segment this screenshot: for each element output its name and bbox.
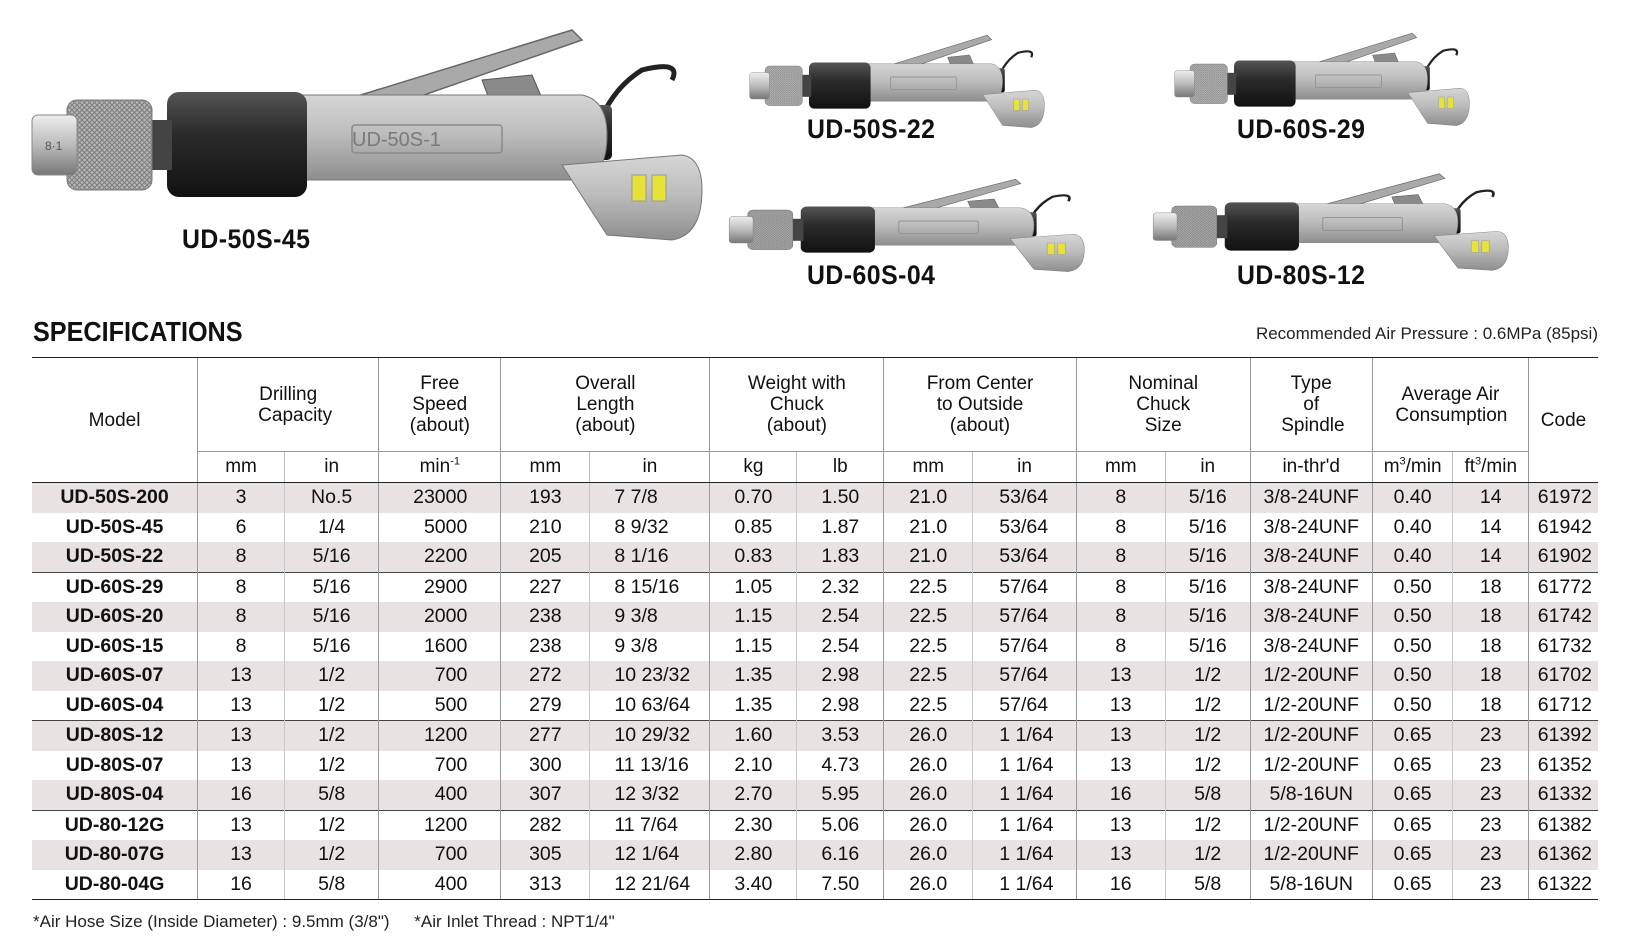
caption-ud-60s-29: UD-60S-29 [1237,114,1366,144]
table-cell: 23000 [379,483,501,513]
table-cell: 5/16 [285,632,379,662]
table-cell: 0.65 [1372,810,1453,840]
table-cell: 2.70 [710,780,797,810]
code-cell: 61352 [1529,751,1598,781]
caption-ud-50s-45: UD-50S-45 [182,224,311,254]
table-cell: 5/16 [285,542,379,572]
table-row [32,542,1598,572]
table-cell: 12 21/64 [590,870,710,900]
table-cell: 14 [1453,483,1529,513]
table-cell: 1/2 [285,840,379,870]
table-cell: 700 [379,751,501,781]
table-cell: 13 [1076,721,1165,751]
table-cell: 0.50 [1372,661,1453,691]
table-cell: 23 [1453,870,1529,900]
unit-drill-in: in [285,452,379,483]
table-cell: 1 1/64 [973,780,1077,810]
unit-chuck-in: in [1165,452,1250,483]
unit-len-mm: mm [501,452,590,483]
table-cell: 0.50 [1372,632,1453,662]
code-cell: 61712 [1529,691,1598,721]
table-cell: 0.40 [1372,483,1453,513]
table-cell: 21.0 [884,542,973,572]
table-cell: 13 [198,691,285,721]
caption-ud-60s-04: UD-60S-04 [807,260,936,290]
table-cell: 8 [198,632,285,662]
table-cell: 3/8-24UNF [1250,483,1372,513]
table-cell: 210 [501,513,590,543]
unit-ctr-mm: mm [884,452,973,483]
model-cell: UD-60S-07 [32,661,198,691]
unit-spindle: in-thr'd [1250,452,1372,483]
table-cell: 16 [1076,780,1165,810]
table-cell: 1 1/64 [973,721,1077,751]
table-cell: 3/8-24UNF [1250,602,1372,632]
table-cell: 57/64 [973,632,1077,662]
table-cell: 23 [1453,810,1529,840]
table-cell: 8 [1076,483,1165,513]
table-cell: 1.05 [710,572,797,602]
model-cell: UD-80S-04 [32,780,198,810]
table-cell: 0.65 [1372,751,1453,781]
table-cell: 0.65 [1372,721,1453,751]
header-air-consumption: Average Air Consumption [1372,358,1528,452]
unit-wt-kg: kg [710,452,797,483]
table-cell: 26.0 [884,721,973,751]
table-cell: 2.10 [710,751,797,781]
table-cell: 3.40 [710,870,797,900]
table-row [32,483,1598,513]
table-cell: 0.65 [1372,840,1453,870]
table-cell: 57/64 [973,602,1077,632]
code-cell: 61322 [1529,870,1598,900]
table-cell: 193 [501,483,590,513]
table-cell: 5/8 [285,870,379,900]
table-cell: 1/2-20UNF [1250,751,1372,781]
table-cell: 307 [501,780,590,810]
table-cell: 23 [1453,721,1529,751]
model-cell: UD-60S-20 [32,602,198,632]
table-cell: 8 [198,542,285,572]
table-cell: 13 [1076,661,1165,691]
table-cell: 5/8 [285,780,379,810]
table-cell: 282 [501,810,590,840]
table-cell: 1.83 [797,542,884,572]
table-cell: 9 3/8 [590,632,710,662]
table-cell: 26.0 [884,870,973,900]
section-title: SPECIFICATIONS [33,316,243,347]
model-cell: UD-80-07G [32,840,198,870]
table-cell: 8 [1076,632,1165,662]
note-hose-size: *Air Hose Size (Inside Diameter) : 9.5mm (3/8") [33,912,390,931]
table-row [32,632,1598,662]
table-cell: 21.0 [884,513,973,543]
table-cell: 5/16 [1165,542,1250,572]
table-cell: 14 [1453,542,1529,572]
table-cell: 8 [1076,602,1165,632]
table-cell: 26.0 [884,810,973,840]
table-cell: 8 [1076,572,1165,602]
table-cell: 8 [1076,513,1165,543]
table-cell: 2.32 [797,572,884,602]
code-cell: 61902 [1529,542,1598,572]
table-cell: 13 [198,661,285,691]
table-cell: 8 1/16 [590,542,710,572]
table-cell: 5/16 [1165,602,1250,632]
table-cell: 10 63/64 [590,691,710,721]
table-cell: 305 [501,840,590,870]
table-cell: 1 1/64 [973,810,1077,840]
table-cell: 22.5 [884,602,973,632]
table-cell: 53/64 [973,483,1077,513]
table-cell: 2.80 [710,840,797,870]
code-cell: 61972 [1529,483,1598,513]
table-cell: 8 [198,602,285,632]
table-cell: 53/64 [973,513,1077,543]
header-free-speed: Free Speed (about) [379,358,501,452]
code-cell: 61382 [1529,810,1598,840]
table-cell: 1/2 [285,810,379,840]
model-cell: UD-80S-07 [65,753,164,776]
table-cell: 23 [1453,751,1529,781]
table-cell: 700 [379,840,501,870]
table-row [32,870,1598,900]
table-cell: 0.40 [1372,513,1453,543]
table-row [32,810,1598,840]
code-cell: 61942 [1529,513,1598,543]
model-cell: UD-60S-29 [32,572,198,602]
table-cell: 8 15/16 [590,572,710,602]
table-cell: 3/8-24UNF [1250,632,1372,662]
table-cell: 1/2 [1165,751,1250,781]
table-cell: 53/64 [973,542,1077,572]
table-cell: 18 [1453,661,1529,691]
table-cell: 205 [501,542,590,572]
table-cell: 1/4 [285,513,379,543]
table-cell: 26.0 [884,751,973,781]
table-cell: 0.85 [710,513,797,543]
table-cell: 13 [1076,840,1165,870]
table-cell: 18 [1453,602,1529,632]
table-cell: 2.54 [797,602,884,632]
table-cell: 12 1/64 [590,840,710,870]
code-cell: 61742 [1529,602,1598,632]
unit-air-ft3: $ft^3/\min$ [1453,452,1529,483]
table-cell: 13 [198,810,285,840]
table-row [32,661,1598,691]
table-cell: 1.35 [710,691,797,721]
model-cell: UD-80-12G [32,810,198,840]
code-cell: 61702 [1529,661,1598,691]
table-cell: 2200 [379,542,501,572]
table-cell: 1 1/64 [973,870,1077,900]
table-cell: 5/8-16UN [1250,780,1372,810]
table-cell: 1/2 [285,691,379,721]
table-cell: 3/8-24UNF [1250,542,1372,572]
footnotes [33,912,635,932]
table-cell: 5/16 [1165,572,1250,602]
table-cell: 1/2-20UNF [1250,810,1372,840]
unit-chuck-mm: mm [1076,452,1165,483]
table-cell: 1.15 [710,632,797,662]
table-cell: 1/2 [1165,691,1250,721]
table-cell: 10 23/32 [590,661,710,691]
table-cell: 2900 [379,572,501,602]
table-cell: 5/16 [285,602,379,632]
code-cell: 61772 [1529,572,1598,602]
model-cell: UD-60S-04 [65,693,164,716]
recommended-pressure: Recommended Air Pressure : 0.6MPa (85psi) [1255,324,1598,343]
unit-ctr-in: in [973,452,1077,483]
table-cell: 272 [501,661,590,691]
table-cell: 4.73 [797,751,884,781]
table-cell: 12 3/32 [590,780,710,810]
table-cell: 2.54 [797,632,884,662]
unit-speed: $\min^{-1}$ [379,452,501,483]
table-cell: 0.70 [710,483,797,513]
table-cell: 57/64 [973,572,1077,602]
table-cell: 13 [198,721,285,751]
table-cell: 26.0 [884,780,973,810]
tool-chuck-marking: 8·1 [45,139,63,153]
table-cell: 5/8 [1165,870,1250,900]
table-cell: 1200 [379,721,501,751]
table-cell: 1600 [379,632,501,662]
table-row [32,721,1598,751]
table-cell: 1/2-20UNF [1250,840,1372,870]
table-cell: 2.98 [797,661,884,691]
note-inlet-thread: *Air Inlet Thread : NPT1/4" [414,912,615,931]
table-cell: 23 [1453,780,1529,810]
table-cell: 1.60 [710,721,797,751]
table-cell: 238 [501,602,590,632]
table-row [32,572,1598,602]
header-weight: Weight with Chuck (about) [710,358,884,452]
table-cell: 400 [379,870,501,900]
model-cell: UD-80S-12 [32,721,198,751]
table-cell: 22.5 [884,691,973,721]
table-cell: 238 [501,632,590,662]
table-cell: 400 [379,780,501,810]
table-cell: 1/2 [1165,661,1250,691]
table-cell: 0.50 [1372,691,1453,721]
caption-ud-80s-12: UD-80S-12 [1237,260,1366,290]
table-cell: 0.50 [1372,602,1453,632]
table-cell: 1 1/64 [973,840,1077,870]
table-cell: 227 [501,572,590,602]
table-cell: No.5 [285,483,379,513]
table-cell: 8 [1076,542,1165,572]
model-cell: UD-50S-22 [32,542,198,572]
table-cell: 1/2 [1165,721,1250,751]
table-cell: 279 [501,691,590,721]
table-cell: 16 [1076,870,1165,900]
table-cell: 6.16 [797,840,884,870]
table-cell: 1 1/64 [973,751,1077,781]
header-chuck-size: Nominal Chuck Size [1076,358,1250,452]
table-cell: 1.15 [710,602,797,632]
table-cell: 5/16 [1165,513,1250,543]
code-cell: 61362 [1529,840,1598,870]
model-cell: UD-60S-15 [65,634,164,657]
table-cell: 16 [198,870,285,900]
table-cell: 14 [1453,513,1529,543]
unit-air-m3: $m^3/\min$ [1372,452,1453,483]
specifications-body [32,483,1598,900]
code-cell: 61332 [1529,780,1598,810]
table-row [32,840,1598,870]
table-cell: 313 [501,870,590,900]
table-cell: 1/2 [1165,810,1250,840]
table-cell: 300 [501,751,590,781]
table-cell: 10 29/32 [590,721,710,751]
table-cell: 18 [1453,691,1529,721]
table-cell: 1/2-20UNF [1250,721,1372,751]
table-row [32,513,1598,543]
table-row [32,751,1598,781]
table-cell: 22.5 [884,661,973,691]
table-cell: 2.30 [710,810,797,840]
table-cell: 1200 [379,810,501,840]
table-cell: 16 [198,780,285,810]
table-cell: 18 [1453,632,1529,662]
table-cell: 8 [198,572,285,602]
table-row [32,780,1598,810]
table-cell: 57/64 [973,661,1077,691]
table-cell: 2000 [379,602,501,632]
unit-drill-mm: mm [198,452,285,483]
table-cell: 3 [198,483,285,513]
table-cell: 500 [379,691,501,721]
table-cell: 22.5 [884,632,973,662]
table-row [32,602,1598,632]
table-cell: 3.53 [797,721,884,751]
table-cell: 0.50 [1372,572,1453,602]
table-cell: 5.95 [797,780,884,810]
table-cell: 5/16 [1165,483,1250,513]
table-cell: 0.65 [1372,780,1453,810]
table-cell: 1/2 [1165,840,1250,870]
unit-wt-lb: lb [797,452,884,483]
caption-ud-50s-22: UD-50S-22 [807,114,936,144]
table-cell: 1/2 [285,751,379,781]
table-cell: 0.40 [1372,542,1453,572]
specifications-table [32,357,1598,900]
table-cell: 13 [1076,691,1165,721]
table-cell: 7.50 [797,870,884,900]
table-cell: 5/8-16UN [1250,870,1372,900]
table-cell: 6 [198,513,285,543]
tool-body-marking: UD-50S-1 [352,129,441,151]
table-cell: 1/2 [285,721,379,751]
table-cell: 11 7/64 [590,810,710,840]
table-cell: 1.50 [797,483,884,513]
table-cell: 18 [1453,572,1529,602]
table-cell: 5.06 [797,810,884,840]
table-cell: 5/8 [1165,780,1250,810]
table-cell: 1/2 [285,661,379,691]
table-cell: 9 3/8 [590,602,710,632]
table-cell: 57/64 [973,691,1077,721]
table-cell: 8 9/32 [590,513,710,543]
header-center-to-outside: From Center to Outside (about) [884,358,1077,452]
model-cell: UD-50S-200 [32,483,198,513]
table-cell: 23 [1453,840,1529,870]
header-drilling-capacity: Drilling Capacity [198,358,379,452]
product-photos [0,0,1627,310]
table-cell: 26.0 [884,840,973,870]
table-cell: 13 [1076,810,1165,840]
table-cell: 1.35 [710,661,797,691]
header-code: Code [1529,358,1598,483]
table-cell: 7 7/8 [590,483,710,513]
table-cell: 277 [501,721,590,751]
model-cell: UD-50S-45 [65,515,164,538]
header-spindle: Type of Spindle [1250,358,1372,452]
code-cell: 61732 [1529,632,1598,662]
table-cell: 21.0 [884,483,973,513]
table-cell: 5000 [379,513,501,543]
header-model: Model [32,358,198,483]
table-cell: 1/2-20UNF [1250,691,1372,721]
table-cell: 13 [198,840,285,870]
table-cell: 1/2-20UNF [1250,661,1372,691]
table-cell: 3/8-24UNF [1250,513,1372,543]
table-cell: 22.5 [884,572,973,602]
model-cell: UD-80-04G [32,870,198,900]
table-cell: 0.65 [1372,870,1453,900]
table-cell: 3/8-24UNF [1250,572,1372,602]
table-cell: 2.98 [797,691,884,721]
table-cell: 11 13/16 [590,751,710,781]
table-cell: 5/16 [285,572,379,602]
table-cell: 13 [198,751,285,781]
table-cell: 5/16 [1165,632,1250,662]
code-cell: 61392 [1529,721,1598,751]
unit-len-in: in [590,452,710,483]
header-overall-length: Overall Length (about) [501,358,710,452]
table-cell: 0.83 [710,542,797,572]
table-cell: 700 [379,661,501,691]
table-cell: 1.87 [797,513,884,543]
table-cell: 13 [1076,751,1165,781]
table-row [32,691,1598,721]
